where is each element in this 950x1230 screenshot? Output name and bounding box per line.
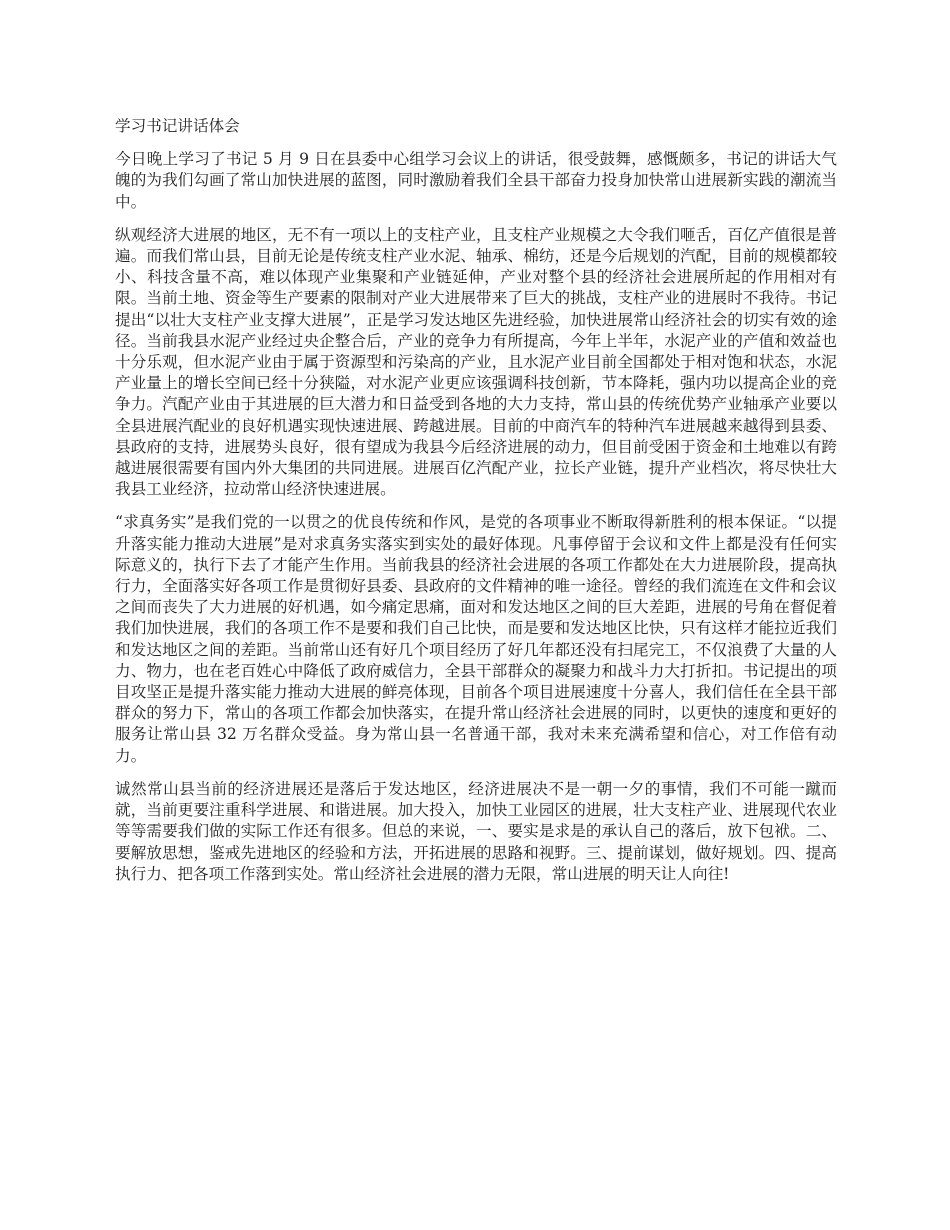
paragraph-intro: 今日晚上学习了书记 5 月 9 日在县委中心组学习会议上的讲话，很受鼓舞，感慨颇多，书记的讲话大气魄的为我们勾画了常山加快进展的蓝图，同时激励着我们全县干部奋力投身加快常山进展新实践的潮流当中。: [115, 150, 837, 211]
paragraph-implementation: “求真务实”是我们党的一以贯之的优良传统和作风，是党的各项事业不断取得新胜利的根本保证。“以提升落实能力推动大进展”是对求真务实落实到实处的最好体现。凡事停留于会议和文件上都是没有任何实际意义的，执行下去了才能产生作用。当前我县的经济社会进展的各项工作都处在大力进展阶段，提高执行力，全面落实好各项工作是贯彻好县委、县政府的文件精神的唯一途径。曾经的我们流连在文件和会议之间而丧失了大力进展的好机遇，如今痛定思痛，面对和发达地区之间的巨大差距，进展的号角在督促着我们加快进展，我们的各项工作不是要和我们自己比快，而是要和发达地区比快，只有这样才能拉近我们和发达地区之间的差距。当前常山还有好几个项目经历了好几年都还没有扫尾完工，不仅浪费了大量的人力、物力，也在老百姓心中降低了政府威信力，全县干部群众的凝聚力和战斗力大打折扣。书记提出的项目攻坚正是提升落实能力推动大进展的鲜亮体现，目前各个项目进展速度十分喜人，我们信任在全县干部群众的努力下，常山的各项工作都会加快落实，在提升常山经济社会进展的同时，以更快的速度和更好的服务让常山县 32 万名群众受益。身为常山县一名普通干部，我对未来充满希望和信心，对工作倍有动力。: [115, 513, 837, 765]
document-page: [115, 116, 837, 897]
paragraph-pillar-industry: 纵观经济大进展的地区，无不有一项以上的支柱产业，且支柱产业规模之大令我们咂舌，百亿产值很是普遍。而我们常山县，目前无论是传统支柱产业水泥、轴承、棉纺，还是今后规划的汽配，目前的规模都较小、科技含量不高，难以体现产业集聚和产业链延伸，产业对整个县的经济社会进展所起的作用相对有限。当前土地、资金等生产要素的限制对产业大进展带来了巨大的挑战，支柱产业的进展时不我待。书记提出“以壮大支柱产业支撑大进展”，正是学习发达地区先进经验，加快进展常山经济社会的切实有效的途径。当前我县水泥产业经过央企整合后，产业的竞争力有所提高，今年上半年，水泥产业的产值和效益也十分乐观，但水泥产业由于属于资源型和污染高的产业，且水泥产业目前全国都处于相对饱和状态，水泥产业量上的增长空间已经十分狭隘，对水泥产业更应该强调科技创新，节本降耗，强内功以提高企业的竞争力。汽配产业由于其进展的巨大潜力和日益受到各地的大力支持，常山县的传统优势产业轴承产业要以全县进展汽配业的良好机遇实现快速进展、跨越进展。目前的中商汽车的特种汽车进展越来越得到县委、县政府的支持，进展势头良好，很有望成为我县今后经济进展的动力，但目前受困于资金和土地难以有跨越进展很需要有国内外大集团的共同进展。进展百亿汽配产业，拉长产业链，提升产业档次，将尽快壮大我县工业经济，拉动常山经济快速进展。: [115, 225, 837, 499]
document-title: 学习书记讲话体会: [115, 117, 240, 135]
paragraph-conclusion: 诚然常山县当前的经济进展还是落后于发达地区，经济进展决不是一朝一夕的事情，我们不可能一蹴而就，当前更要注重科学进展、和谐进展。加大投入，加快工业园区的进展，壮大支柱产业、进展现代农业等等需要我们做的实际工作还有很多。但总的来说，一、要实是求是的承认自己的落后，放下包袱。二、要解放思想，鉴戒先进地区的经验和方法，开拓进展的思路和视野。三、提前谋划，做好规划。四、提高执行力、把各项工作落到实处。常山经济社会进展的潜力无限，常山进展的明天让人向往!: [115, 779, 837, 883]
